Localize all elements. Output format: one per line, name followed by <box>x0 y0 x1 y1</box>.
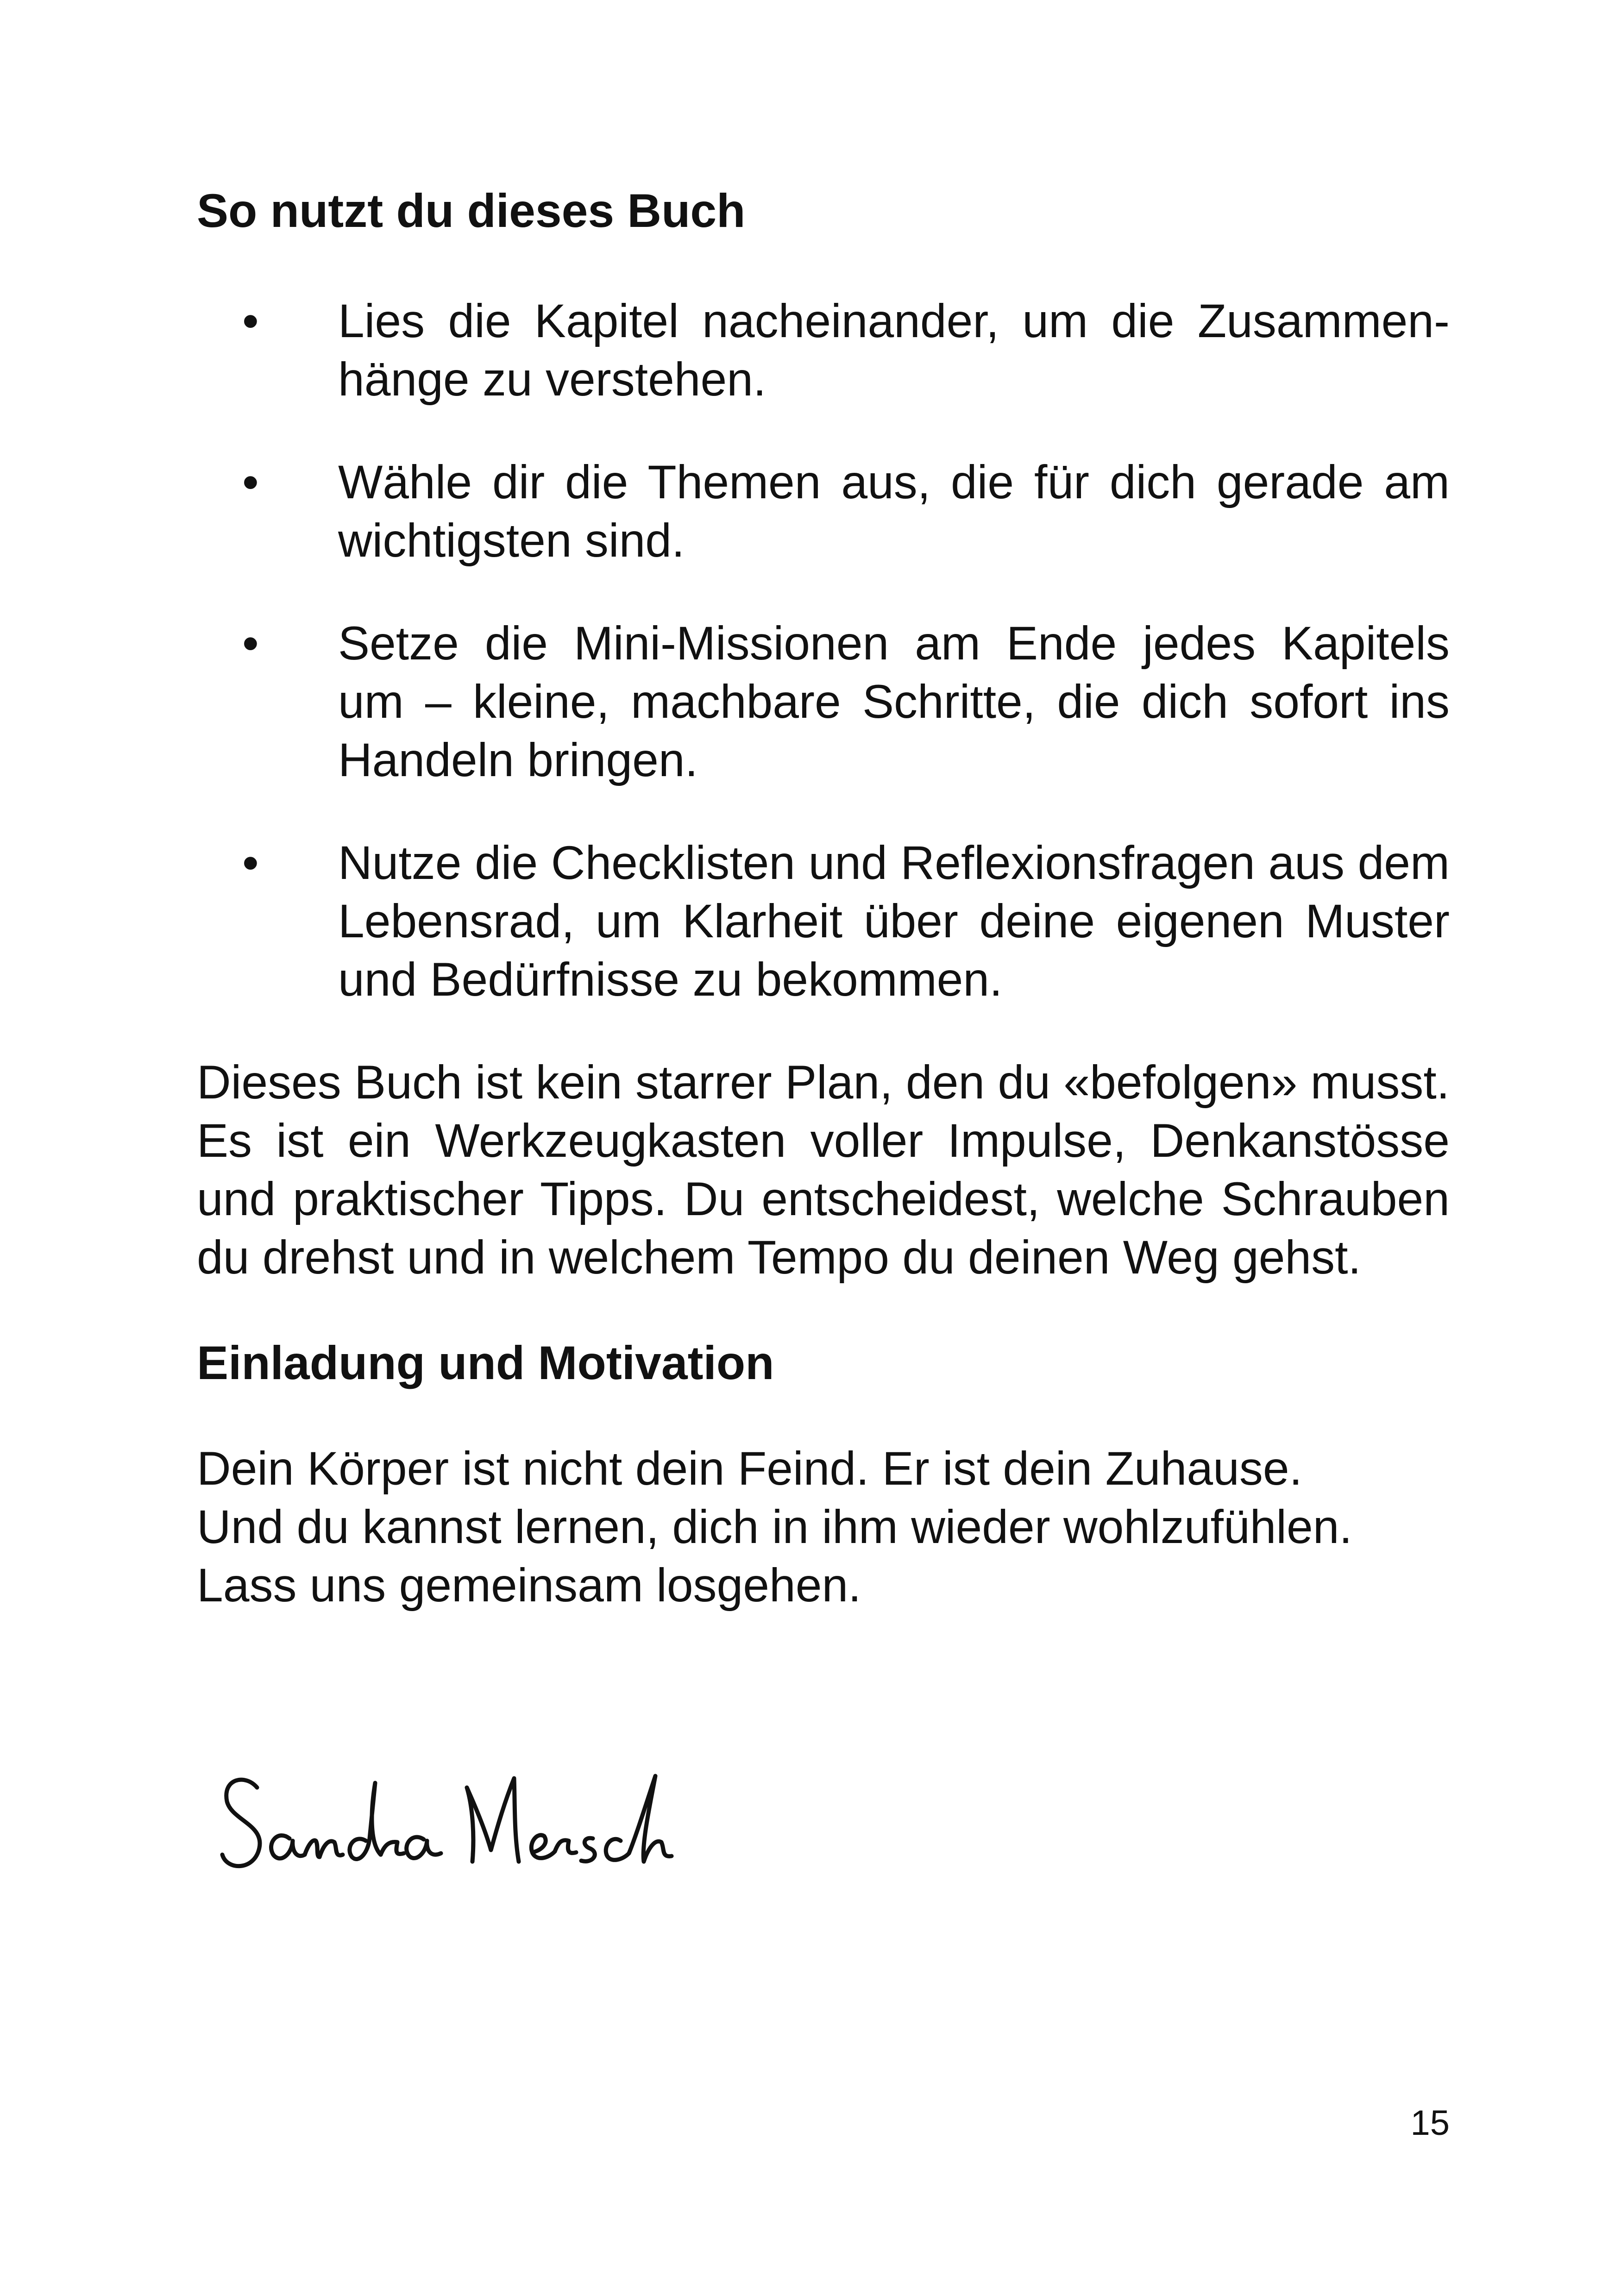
bullet-item <box>197 292 1450 408</box>
page-number: 15 <box>1410 2103 1450 2143</box>
bullet-text: Setze die Mini-Missionen am Ende jedes Kapitels um – kleine, machbare Schritte, die dich sofort ins Handeln bringen. <box>338 617 1450 786</box>
section-heading-usage: So nutzt du dieses Buch <box>197 184 746 237</box>
usage-bullet-list <box>197 292 1450 1009</box>
bullet-dot-icon: • <box>242 295 259 347</box>
usage-paragraph: Dieses Buch ist kein starrer Plan, den du «befolgen» musst. Es ist ein Werkzeugkasten voller Impulse, Denkanstösse und praktischer Tipps. Du entscheidest, welche Schrauben du drehst und in welchem Tempo du deinen Weg gehst. <box>197 1056 1450 1284</box>
bullet-text: Nutze die Checklisten und Reflexionsfragen aus dem Lebensrad, um Klarheit über deine eigenen Muster und Bedürfnisse zu bekommen. <box>338 836 1450 1006</box>
bullet-dot-icon: • <box>242 456 259 508</box>
bullet-dot-icon: • <box>242 617 259 670</box>
bullet-item <box>197 614 1450 789</box>
motivation-line: Und du kannst lernen, dich in ihm wieder wohlzufühlen. <box>197 1500 1352 1553</box>
bullet-text: Wähle dir die Themen aus, die für dich gerade am wichtigsten sind. <box>338 456 1450 567</box>
bullet-item <box>197 834 1450 1009</box>
bullet-text: Lies die Kapitel nacheinander, um die Zusammen-hänge zu verstehen. <box>338 295 1450 406</box>
motivation-line: Dein Körper ist nicht dein Feind. Er ist dein Zuhause. <box>197 1442 1302 1495</box>
page-content <box>197 181 1450 1614</box>
motivation-line: Lass uns gemeinsam losgehen. <box>197 1559 861 1612</box>
bullet-item <box>197 453 1450 570</box>
bullet-dot-icon: • <box>242 836 259 889</box>
motivation-text <box>197 1439 1450 1614</box>
section-heading-motivation: Einladung und Motivation <box>197 1336 774 1389</box>
handwritten-signature <box>213 1750 699 1889</box>
